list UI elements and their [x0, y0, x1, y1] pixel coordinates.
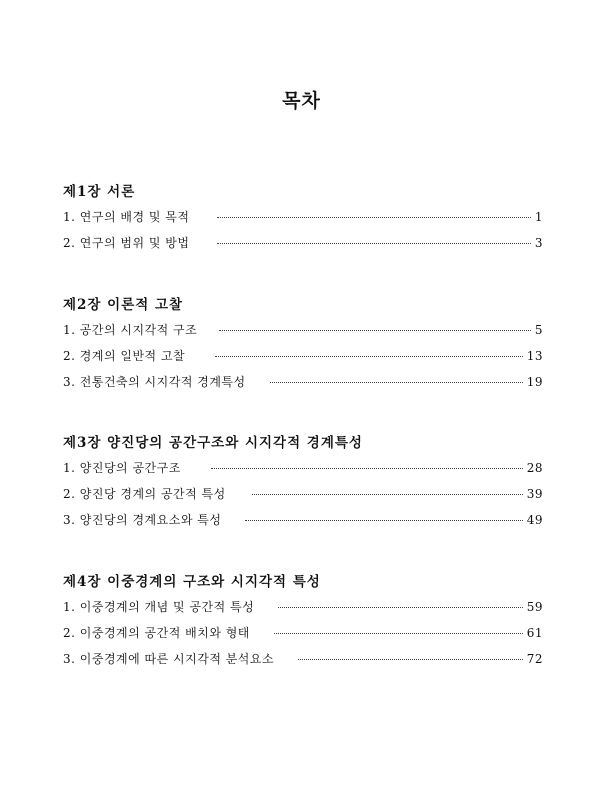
toc-entry[interactable] [63, 347, 543, 373]
toc-entry[interactable] [63, 650, 543, 676]
chapter-4 [63, 572, 543, 676]
toc-entry[interactable] [63, 624, 543, 650]
entry-page-number: 5 [534, 323, 543, 337]
toc-entry[interactable] [63, 321, 543, 347]
entry-page-number: 28 [526, 461, 543, 475]
toc-entry[interactable] [63, 485, 543, 511]
dot-leader [274, 633, 523, 634]
toc-entry[interactable] [63, 511, 543, 537]
entry-label: 3. 이중경계에 따른 시지각적 분석요소 [63, 652, 275, 666]
dot-leader [217, 243, 530, 244]
entry-label: 2. 양진당 경계의 공간적 특성 [63, 487, 226, 501]
chapter-title: 제2장 이론적 고찰 [63, 297, 184, 313]
dot-leader [219, 330, 531, 331]
toc-entry[interactable] [63, 208, 543, 234]
entry-label: 1. 공간의 시지각적 구조 [63, 323, 198, 337]
page-title: 목차 [282, 90, 321, 112]
entry-page-number: 39 [526, 487, 543, 501]
entry-page-number: 19 [526, 375, 543, 389]
entry-label: 2. 연구의 범위 및 방법 [63, 236, 190, 250]
dot-leader [217, 217, 530, 218]
entry-label: 1. 이중경계의 개념 및 공간적 특성 [63, 600, 255, 614]
entry-page-number: 59 [526, 600, 543, 614]
dot-leader [245, 520, 522, 521]
chapter-3 [63, 433, 543, 537]
entry-label: 1. 연구의 배경 및 목적 [63, 210, 190, 224]
dot-leader [298, 659, 523, 660]
chapter-1 [63, 182, 543, 260]
toc-entry[interactable] [63, 373, 543, 399]
toc-entry[interactable] [63, 234, 543, 260]
entry-page-number: 49 [526, 513, 543, 527]
dot-leader [252, 494, 523, 495]
entry-page-number: 13 [526, 349, 543, 363]
entry-label: 2. 이중경계의 공간적 배치와 형태 [63, 626, 250, 640]
entry-label: 1. 양진당의 공간구조 [63, 461, 181, 475]
entry-page-number: 61 [526, 626, 543, 640]
dot-leader [278, 607, 523, 608]
dot-leader [211, 468, 523, 469]
entry-label: 3. 양진당의 경계요소와 특성 [63, 513, 222, 527]
dot-leader [270, 382, 523, 383]
toc-entry[interactable] [63, 598, 543, 624]
entry-label: 3. 전통건축의 시지각적 경계특성 [63, 375, 246, 389]
entry-label: 2. 경계의 일반적 고찰 [63, 349, 186, 363]
chapter-title: 제4장 이중경계의 구조와 시지각적 특성 [63, 574, 321, 590]
chapter-title: 제3장 양진당의 공간구조와 시지각적 경계특성 [63, 435, 363, 451]
chapter-title: 제1장 서론 [63, 184, 136, 200]
entry-page-number: 3 [534, 236, 543, 250]
entry-page-number: 72 [526, 652, 543, 666]
dot-leader [215, 356, 523, 357]
toc-entry[interactable] [63, 459, 543, 485]
chapter-2 [63, 295, 543, 399]
entry-page-number: 1 [534, 210, 543, 224]
